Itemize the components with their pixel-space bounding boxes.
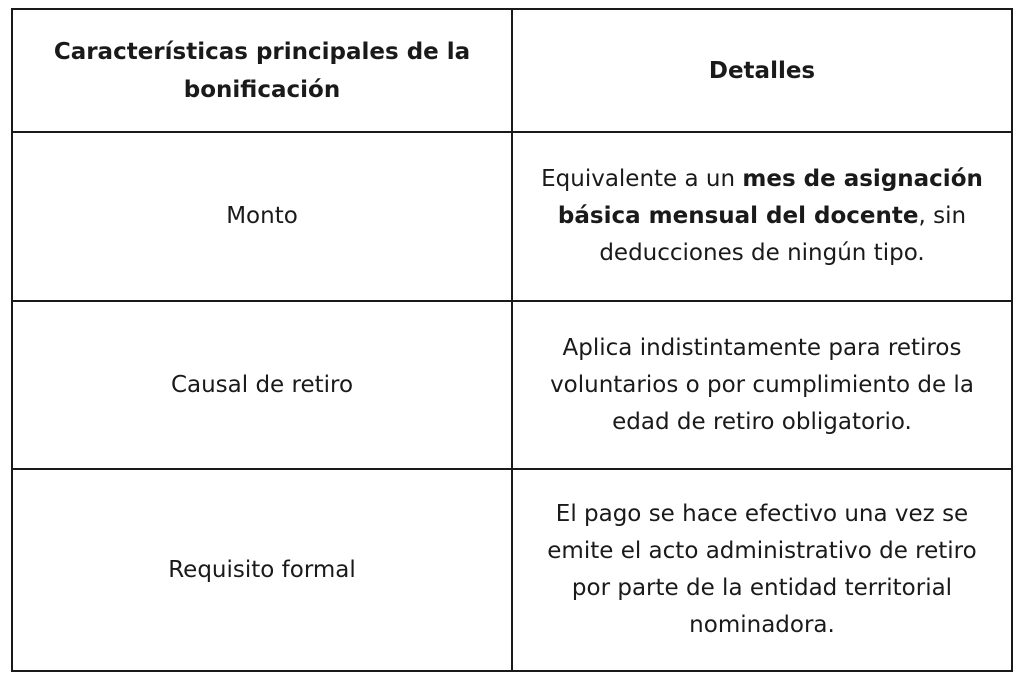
table-header-row [12, 9, 1012, 132]
feature-cell: Causal de retiro [12, 301, 512, 470]
table-row [12, 132, 1012, 301]
detail-cell: El pago se hace efectivo una vez se emite el acto administrativo de retiro por parte de la entidad territorial nominadora. [512, 469, 1012, 671]
detail-emphasis: mes de asignación básica mensual del docente [557, 166, 983, 230]
detail-cell [512, 132, 1012, 301]
header-details: Detalles [512, 9, 1012, 132]
detail-cell: Aplica indistintamente para retiros voluntarios o por cumplimiento de la edad de retiro obligatorio. [512, 301, 1012, 470]
header-features: Características principales de la bonificación [12, 9, 512, 132]
detail-text: , sin deducciones de ningún tipo. [599, 203, 967, 267]
detail-text: Equivalente a un [541, 166, 743, 193]
table-row [12, 469, 1012, 671]
feature-cell: Requisito formal [12, 469, 512, 671]
feature-cell: Monto [12, 132, 512, 301]
bonus-features-table [11, 8, 1013, 672]
table-row [12, 301, 1012, 470]
